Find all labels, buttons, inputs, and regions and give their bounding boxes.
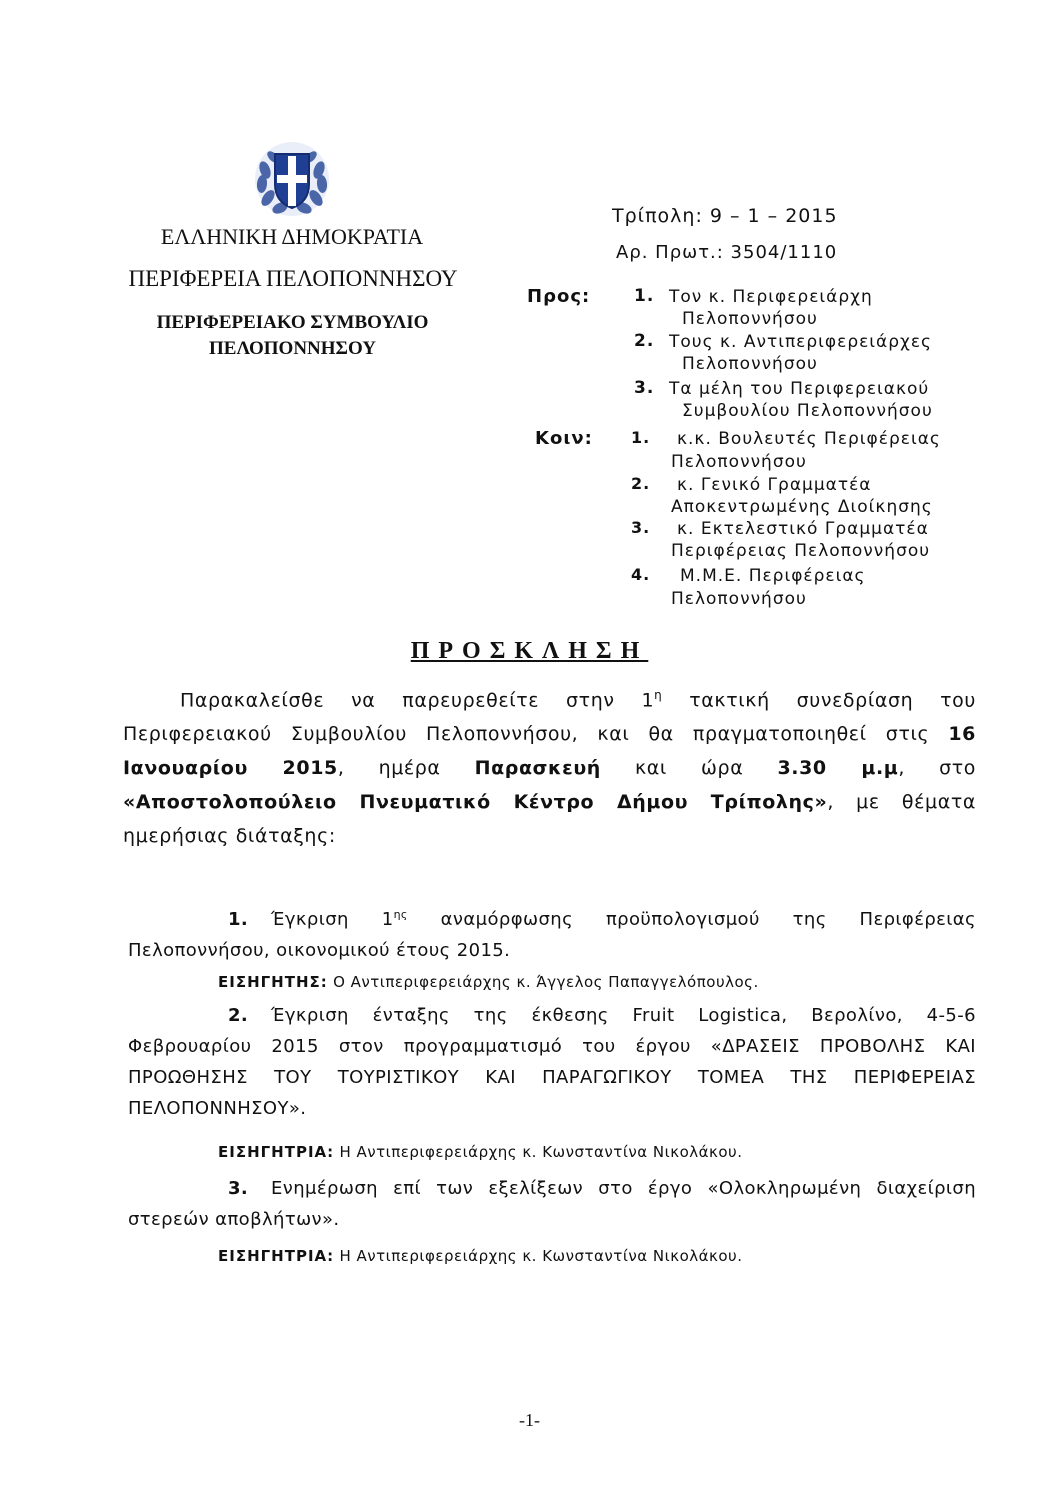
country-name: ΕΛΛΗΝΙΚΗ ΔΗΜΟΚΡΑΤΙΑ (160, 224, 424, 249)
document-title: ΠΡΟΣΚΛΗΣΗ (410, 638, 649, 664)
agenda-item-number: 3. (228, 1178, 249, 1199)
agenda-item (128, 1000, 976, 1124)
intro-text: , στο (898, 757, 977, 780)
agenda-item-text: αναμόρφωσης προϋπολογισμού της Περιφέρειας Πελοποννήσου, οικονομικού έτους 2015. (128, 909, 976, 961)
rapporteur-line (218, 1143, 742, 1161)
agenda-item (128, 899, 976, 966)
to-line: Τους κ. Αντιπεριφερειάρχες (669, 332, 933, 352)
rapporteur-label: ΕΙΣΗΓΗΤΗΣ: (218, 973, 328, 991)
agenda-item-number: 2. (228, 1005, 249, 1026)
council-line-2: ΠΕΛΟΠΟΝΝΗΣΟΥ (209, 338, 376, 359)
intro-text: , με θέματα ημερήσιας διάταξης: (123, 791, 976, 848)
cc-line: κ. Εκτελεστικό Γραμματέα (677, 519, 929, 539)
to-label: Προς: (527, 286, 591, 307)
to-number: 1. (634, 286, 655, 306)
region-name: ΠΕΡΙΦΕΡΕΙΑ ΠΕΛΟΠΟΝΝΗΣΟΥ (128, 266, 458, 291)
rapporteur-label: ΕΙΣΗΓΗΤΡΙΑ: (218, 1143, 335, 1161)
rapporteur-line (218, 973, 759, 991)
cc-line: Πελοποννήσου (671, 589, 807, 609)
intro-text: τακτική συνεδρίαση του Περιφερειακού Συμβουλίου Πελοποννήσου, και θα πραγματοποιηθεί στις (123, 689, 976, 746)
cc-line: Πελοποννήσου (671, 452, 807, 472)
to-line: Τα μέλη του Περιφερειακού (669, 379, 930, 399)
page-number: -1- (519, 1410, 540, 1430)
intro-superscript: η (654, 688, 663, 702)
agenda-item-text: Έγκριση 1 (271, 909, 394, 930)
cc-line: κ.κ. Βουλευτές Περιφέρειας (677, 429, 941, 449)
cc-line: Περιφέρειας Πελοποννήσου (671, 541, 931, 561)
meeting-time: 3.30 μ.μ (777, 757, 899, 780)
cc-line: Αποκεντρωμένης Διοίκησης (671, 497, 933, 517)
rapporteur-name: Η Αντιπεριφερειάρχης κ. Κωνσταντίνα Νικολάκου. (339, 1143, 743, 1161)
rapporteur-name: Ο Αντιπεριφερειάρχης κ. Άγγελος Παπαγγελόπουλος. (333, 973, 759, 991)
to-line: Συμβουλίου Πελοποννήσου (682, 401, 933, 421)
coat-of-arms-icon (253, 140, 331, 218)
intro-text: και ώρα (600, 757, 778, 780)
meeting-venue: «Αποστολοπούλειο Πνευματικό Κέντρο Δήμου Τρίπολης» (123, 791, 828, 814)
place-date: Τρίπολη: 9 – 1 – 2015 (612, 205, 838, 227)
cc-line: Μ.Μ.Ε. Περιφέρειας (680, 566, 866, 586)
intro-text: , ημέρα (337, 757, 475, 780)
council-name (120, 310, 465, 362)
cc-line: κ. Γενικό Γραμματέα (677, 475, 872, 495)
agenda-item-text: Ενημέρωση επί των εξελίξεων στο έργο «Ολοκληρωμένη διαχείριση στερεών αποβλήτων». (128, 1178, 976, 1230)
meeting-day: Παρασκευή (474, 757, 601, 780)
to-number: 3. (634, 378, 655, 398)
agenda-item-text: Έγκριση ένταξης της έκθεσης Fruit Logistica, Βερολίνο, 4-5-6 Φεβρουαρίου 2015 στον προγραμματισμό του έργου «ΔΡΑΣΕΙΣ ΠΡΟΒΟΛΗΣ ΚΑΙ ΠΡΟΩΘΗΣΗΣ ΤΟΥ ΤΟΥΡΙΣΤΙΚΟΥ ΚΑΙ ΠΑΡΑΓΩΓΙΚΟΥ ΤΟΜΕΑ ΤΗΣ ΠΕΡΙΦΕΡΕΙΑΣ ΠΕΛΟΠΟΝΝΗΣΟΥ». (128, 1005, 976, 1119)
to-line: Τον κ. Περιφερειάρχη (669, 287, 873, 307)
cc-label: Κοιν: (535, 428, 593, 449)
agenda-item (128, 1173, 976, 1235)
to-number: 2. (634, 331, 655, 351)
rapporteur-line (218, 1247, 742, 1265)
intro-text: Παρακαλείσθε να παρευρεθείτε στην 1 (180, 689, 655, 712)
rapporteur-name: Η Αντιπεριφερειάρχης κ. Κωνσταντίνα Νικολάκου. (339, 1247, 743, 1265)
intro-paragraph (123, 678, 976, 853)
to-line: Πελοποννήσου (682, 309, 818, 329)
cc-number: 4. (631, 565, 651, 584)
agenda-item-number: 1. (228, 909, 249, 930)
agenda-item-superscript: ης (393, 908, 408, 921)
cc-number: 2. (631, 474, 651, 493)
council-line-1: ΠΕΡΙΦΕΡΕΙΑΚΟ ΣΥΜΒΟΥΛΙΟ (156, 312, 429, 333)
rapporteur-label: ΕΙΣΗΓΗΤΡΙΑ: (218, 1247, 335, 1265)
cc-number: 1. (631, 428, 651, 447)
meeting-date: 16 Ιανουαρίου 2015 (123, 723, 976, 780)
cc-number: 3. (631, 518, 651, 537)
to-line: Πελοποννήσου (682, 354, 818, 374)
protocol-number: Αρ. Πρωτ.: 3504/1110 (616, 242, 838, 263)
